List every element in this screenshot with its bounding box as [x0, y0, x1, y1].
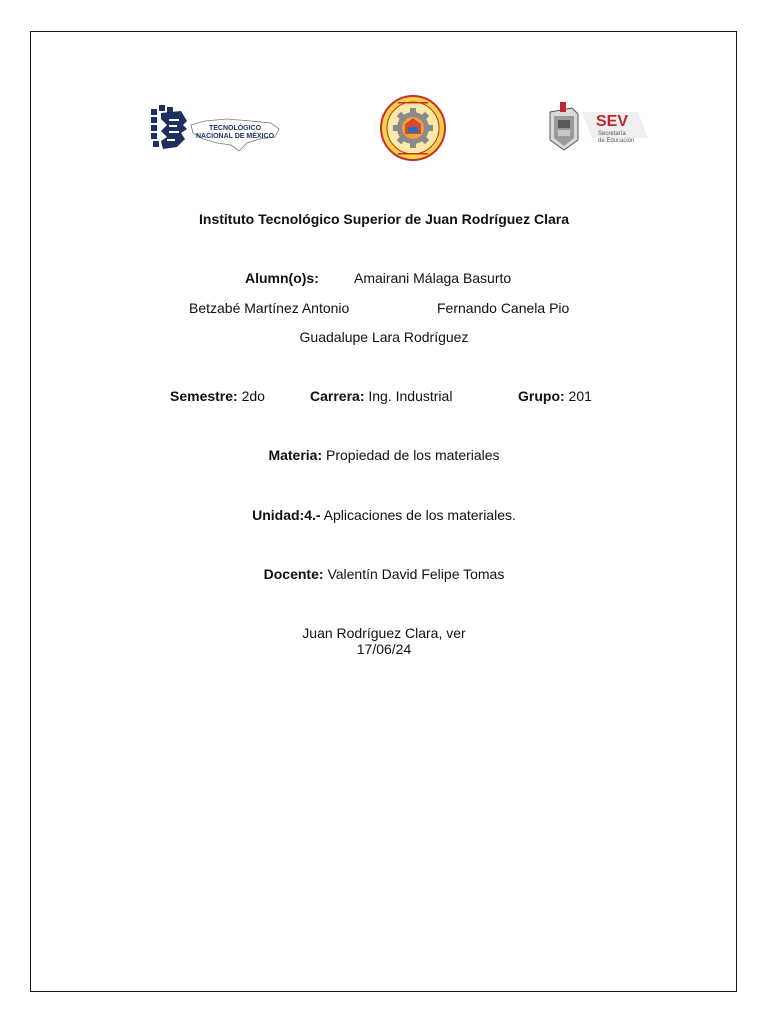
- institution-title: Instituto Tecnológico Superior de Juan Rodríguez Clara: [199, 211, 569, 227]
- sev-acronym: SEV: [596, 113, 629, 130]
- sev-line2: de Educación: [598, 138, 635, 144]
- student-name-3: Fernando Canela Pio: [437, 300, 570, 316]
- teacher-value: Valentín David Felipe Tomas: [327, 566, 505, 582]
- sev-logo: [542, 98, 650, 155]
- teacher-field: [0, 566, 768, 583]
- tecnm-logo-line2: NACIONAL DE MÉXICO: [195, 133, 275, 140]
- tecnm-logo-icon: [147, 103, 283, 153]
- group-value: 201: [568, 388, 592, 404]
- career-field: [310, 388, 452, 405]
- sev-logo-icon: [542, 98, 650, 155]
- student-name-2: Betzabé Martínez Antonio: [189, 300, 350, 316]
- group-label: Grupo:: [518, 388, 565, 404]
- tecnm-logo-line1: TECNOLÓGICO: [208, 125, 262, 132]
- institute-seal-logo: [378, 94, 448, 162]
- career-value: Ing. Industrial: [368, 388, 453, 404]
- semester-label: Semestre:: [170, 388, 238, 404]
- student-name-4: Guadalupe Lara Rodríguez: [299, 329, 469, 345]
- subject-value: Propiedad de los materiales: [326, 447, 500, 463]
- unit-field: [0, 507, 768, 524]
- student-name-1: Amairani Málaga Basurto: [354, 270, 512, 286]
- tecnm-logo: [147, 103, 283, 153]
- sev-line1: Secretaría: [598, 131, 626, 137]
- unit-value: Aplicaciones de los materiales.: [323, 507, 516, 523]
- students-label: Alumn(o)s:: [245, 270, 319, 286]
- semester-value: 2do: [241, 388, 265, 404]
- group-field: [518, 388, 592, 405]
- unit-label: Unidad:4.-: [252, 507, 321, 523]
- career-label: Carrera:: [310, 388, 365, 404]
- institute-seal-icon: [378, 94, 448, 162]
- place-line: Juan Rodríguez Clara, ver: [302, 625, 466, 641]
- semester-field: [170, 388, 265, 405]
- subject-label: Materia:: [268, 447, 323, 463]
- teacher-label: Docente:: [263, 566, 324, 582]
- date-line: 17/06/24: [356, 641, 412, 657]
- subject-field: [0, 447, 768, 464]
